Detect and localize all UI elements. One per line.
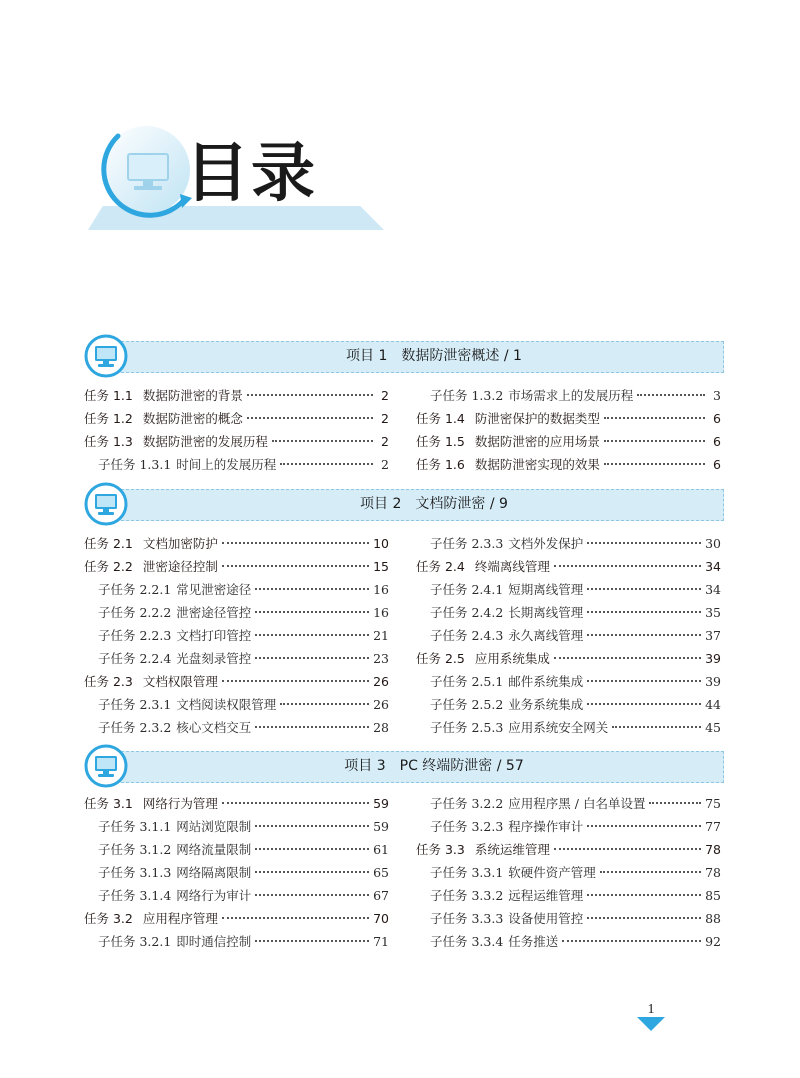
toc-subentry[interactable]: 子任务 3.3.2 远程运维管理 85: [430, 888, 721, 903]
triangle-down-icon: [637, 1017, 665, 1031]
toc-entry[interactable]: 任务 2.2 泄密途径控制 15: [84, 559, 389, 574]
toc-subentry[interactable]: 子任务 2.5.3 应用系统安全网关 45: [430, 720, 721, 735]
toc-subentry[interactable]: 子任务 2.2.3 文档打印管控 21: [98, 628, 389, 643]
toc-subentry[interactable]: 子任务 2.3.3 文档外发保护 30: [430, 536, 721, 551]
toc-subentry[interactable]: 子任务 3.2.1 即时通信控制 71: [98, 934, 389, 949]
toc-entry[interactable]: 任务 2.4 终端离线管理 34: [416, 559, 721, 574]
toc-subentry[interactable]: 子任务 2.2.2 泄密途径管控 16: [98, 605, 389, 620]
section-title: 项目 3 PC 终端防泄密 / 57: [344, 758, 524, 774]
toc-subentry[interactable]: 子任务 3.1.1 网站浏览限制 59: [98, 819, 389, 834]
toc-entry[interactable]: 任务 2.1 文档加密防护 10: [84, 536, 389, 551]
toc-entry[interactable]: 任务 3.1 网络行为管理 59: [84, 796, 389, 811]
toc-column-left: [84, 532, 389, 739]
toc-subentry[interactable]: 子任务 3.3.1 软硬件资产管理 78: [430, 865, 721, 880]
toc-subentry[interactable]: 子任务 3.1.2 网络流量限制 61: [98, 842, 389, 857]
toc-column-left: [84, 792, 389, 953]
page-number: 1: [647, 1002, 655, 1017]
toc-entry[interactable]: 任务 3.3 系统运维管理 78: [416, 842, 721, 857]
toc-subentry[interactable]: 子任务 3.2.3 程序操作审计 77: [430, 819, 721, 834]
toc-entry[interactable]: 任务 1.6 数据防泄密实现的效果 6: [416, 457, 721, 472]
toc-subentry[interactable]: 子任务 1.3.1 时间上的发展历程 2: [98, 457, 389, 472]
toc-entry[interactable]: 任务 1.5 数据防泄密的应用场景 6: [416, 434, 721, 449]
toc-column-right: [416, 792, 721, 953]
toc-subentry[interactable]: 子任务 3.1.3 网络隔离限制 65: [98, 865, 389, 880]
toc-subentry[interactable]: 子任务 2.2.1 常见泄密途径 16: [98, 582, 389, 597]
section-header: [84, 334, 724, 378]
toc-column-right: [416, 384, 721, 476]
toc-subentry[interactable]: 子任务 2.3.2 核心文档交互 28: [98, 720, 389, 735]
monitor-circle-icon: [88, 118, 198, 228]
toc-column-left: [84, 384, 389, 476]
section-title: 项目 2 文档防泄密 / 9: [360, 496, 508, 512]
section-header: [84, 744, 724, 788]
section-title: 项目 1 数据防泄密概述 / 1: [346, 348, 522, 364]
toc-entry[interactable]: 任务 1.2 数据防泄密的概念 2: [84, 411, 389, 426]
toc-subentry[interactable]: 子任务 2.4.3 永久离线管理 37: [430, 628, 721, 643]
toc-subentry[interactable]: 子任务 2.5.1 邮件系统集成 39: [430, 674, 721, 689]
toc-subentry[interactable]: 子任务 2.3.1 文档阅读权限管理 26: [98, 697, 389, 712]
toc-entry[interactable]: 任务 1.4 防泄密保护的数据类型 6: [416, 411, 721, 426]
toc-subentry[interactable]: 子任务 3.1.4 网络行为审计 67: [98, 888, 389, 903]
toc-subentry[interactable]: 子任务 3.3.4 任务推送 92: [430, 934, 721, 949]
toc-entry[interactable]: 任务 1.3 数据防泄密的发展历程 2: [84, 434, 389, 449]
toc-subentry[interactable]: 子任务 3.2.2 应用程序黑 / 白名单设置 75: [430, 796, 721, 811]
toc-subentry[interactable]: 子任务 1.3.2 市场需求上的发展历程 3: [430, 388, 721, 403]
section-header: [84, 482, 724, 526]
toc-column-right: [416, 532, 721, 739]
toc-subentry[interactable]: 子任务 3.3.3 设备使用管控 88: [430, 911, 721, 926]
title-block: [0, 0, 800, 260]
toc-subentry[interactable]: 子任务 2.5.2 业务系统集成 44: [430, 697, 721, 712]
toc-entry[interactable]: 任务 2.3 文档权限管理 26: [84, 674, 389, 689]
toc-entry[interactable]: 任务 1.1 数据防泄密的背景 2: [84, 388, 389, 403]
toc-subentry[interactable]: 子任务 2.4.1 短期离线管理 34: [430, 582, 721, 597]
toc-entry[interactable]: 任务 2.5 应用系统集成 39: [416, 651, 721, 666]
toc-subentry[interactable]: 子任务 2.2.4 光盘刻录管控 23: [98, 651, 389, 666]
toc-entry[interactable]: 任务 3.2 应用程序管理 70: [84, 911, 389, 926]
page-title: 目录: [185, 137, 317, 211]
toc-subentry[interactable]: 子任务 2.4.2 长期离线管理 35: [430, 605, 721, 620]
